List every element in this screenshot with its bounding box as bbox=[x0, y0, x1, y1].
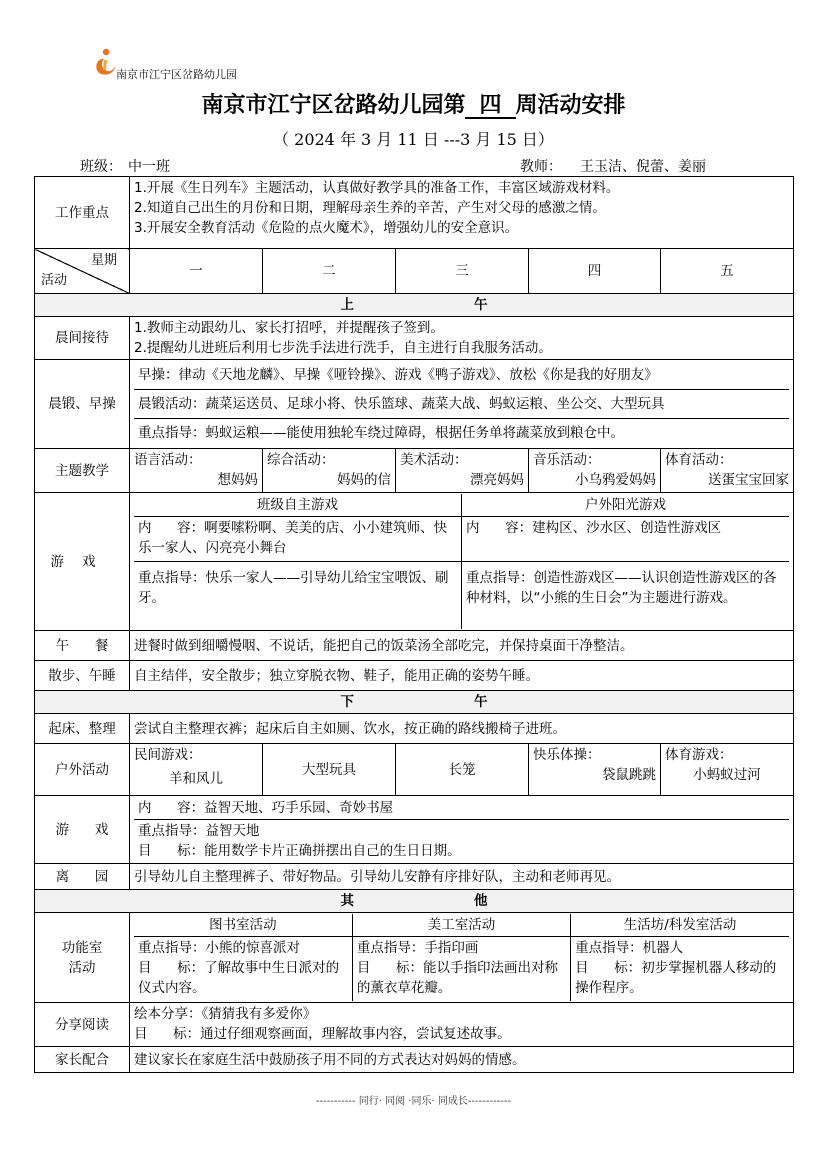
indoor-games-title: 班级自主游戏 bbox=[134, 494, 462, 517]
room-goal-text: 了解故事中生日派对的仪式内容。 bbox=[138, 960, 340, 996]
days-header-row bbox=[35, 249, 794, 294]
indoor-games-guide: 重点指导：快乐一家人——引导幼儿给宝宝喂饭、刷牙。 bbox=[138, 570, 449, 606]
afternoon-section-header bbox=[35, 691, 794, 714]
wake-row bbox=[35, 714, 794, 744]
theme-item bbox=[130, 449, 263, 493]
outdoor-name: 羊和风儿 bbox=[169, 771, 223, 787]
outdoor-item bbox=[529, 744, 661, 796]
nap-row bbox=[35, 661, 794, 691]
games-label-char: 戏 bbox=[94, 821, 109, 838]
nap-content: 自主结伴，安全散步；独立穿脱衣物、鞋子，能用正确的姿势午睡。 bbox=[130, 661, 794, 691]
leave-label bbox=[35, 864, 130, 890]
afternoon-games-label bbox=[35, 796, 130, 864]
afternoon-games-content bbox=[130, 796, 794, 864]
outdoor-type: 民间游戏： bbox=[134, 747, 202, 763]
goal-label: 目 bbox=[575, 960, 589, 976]
room-detail bbox=[571, 937, 789, 1002]
theme-item bbox=[396, 449, 529, 493]
exercise-label: 晨锻、早操 bbox=[35, 360, 130, 449]
afternoon-games-content-line bbox=[134, 797, 789, 820]
rooms-content bbox=[130, 913, 794, 1003]
room-goal bbox=[575, 958, 785, 998]
content-label: 容： bbox=[177, 520, 205, 536]
indoor-content-text: 啊要嗦粉啊、美美的店、小小建筑师、快乐一家人、闪亮亮小舞台 bbox=[138, 520, 448, 556]
title-prefix: 南京市江宁区岔路幼儿园第 bbox=[201, 92, 466, 118]
other-section-row bbox=[35, 890, 794, 913]
leave-content: 引导幼儿自主整理裤子、带好物品。引导幼儿安静有序排好队，主动和老师再见。 bbox=[130, 864, 794, 890]
activity-label: 活动 bbox=[41, 273, 68, 288]
reading-row bbox=[35, 1003, 794, 1047]
outdoor-name: 小蚂蚁过河 bbox=[693, 767, 761, 783]
outdoor-games-guide: 重点指导：创造性游戏区——认识创造性游戏区的各种材料，以“小熊的生日会”为主题进行游戏。 bbox=[462, 562, 790, 630]
room-goal bbox=[138, 958, 348, 998]
theme-item bbox=[263, 449, 396, 493]
theme-type: 体育活动： bbox=[665, 452, 733, 468]
room-guide: 重点指导：小熊的惊喜派对 bbox=[138, 940, 300, 956]
focus-line: 1.开展《生日列车》主题活动，认真做好教学具的准备工作，丰富区域游戏材料。 bbox=[134, 180, 620, 196]
rooms-row bbox=[35, 913, 794, 1003]
footer-slogan: ----------- 同行· 同阅 ·同乐· 同成长------------ bbox=[315, 1096, 512, 1107]
room-detail bbox=[352, 937, 570, 1002]
room-title: 图书室活动 bbox=[134, 914, 352, 937]
parents-label: 家长配合 bbox=[35, 1047, 130, 1073]
games-label: 游戏 bbox=[35, 493, 130, 631]
focus-line: 2.知道自己出生的月份和日期，理解母亲生养的辛苦，产生对父母的感激之情。 bbox=[134, 200, 606, 216]
parents-row bbox=[35, 1047, 794, 1073]
afternoon-section-row bbox=[35, 691, 794, 714]
theme-item bbox=[661, 449, 794, 493]
title-week-number: 四 bbox=[465, 93, 515, 119]
outdoor-item bbox=[396, 744, 529, 796]
rooms-label-line: 功能室 bbox=[61, 939, 103, 956]
theme-type: 美术活动： bbox=[400, 452, 468, 468]
afternoon-games-guide bbox=[134, 820, 789, 863]
reading-goal bbox=[134, 1024, 789, 1044]
wake-label: 起床、整理 bbox=[35, 714, 130, 744]
room-goal-text: 初步掌握机器人移动的操作程序。 bbox=[575, 960, 777, 996]
focus-content bbox=[130, 177, 794, 249]
parents-content: 建议家长在家庭生活中鼓励孩子用不同的方式表达对妈妈的情感。 bbox=[130, 1047, 794, 1073]
morning-section-row bbox=[35, 294, 794, 317]
teacher-value: 王玉洁、倪蕾、姜丽 bbox=[562, 156, 744, 177]
exercise-line: 重点指导：蚂蚁运粮——能使用独轮车绕过障碍，根据任务单将蔬菜放到粮仓中。 bbox=[138, 425, 624, 441]
theme-row bbox=[35, 449, 794, 493]
lunch-row bbox=[35, 631, 794, 661]
theme-type: 音乐活动： bbox=[533, 452, 601, 468]
arrival-content bbox=[130, 317, 794, 360]
goal-label: 目 bbox=[138, 843, 152, 859]
room-title: 美工室活动 bbox=[352, 914, 570, 937]
outdoor-item bbox=[130, 744, 263, 796]
outdoor-name: 长笼 bbox=[448, 761, 476, 778]
day-friday: 五 bbox=[661, 249, 794, 294]
class-value: 中一班 bbox=[122, 156, 188, 177]
section-char: 午 bbox=[474, 297, 488, 313]
afternoon-outdoor-row bbox=[35, 744, 794, 796]
diagonal-header-cell bbox=[35, 249, 130, 294]
afternoon-games-guide-text: 重点指导：益智天地 bbox=[138, 823, 260, 839]
goal-label: 目 bbox=[356, 960, 371, 976]
outdoor-type: 体育游戏： bbox=[665, 747, 733, 763]
exercise-line: 早操：律动《天地龙麟》、早操《哑铃操》、游戏《鸭子游戏》、放松《你是我的好朋友》 bbox=[134, 361, 789, 390]
outdoor-games-title: 户外阳光游戏 bbox=[462, 494, 790, 517]
room-goal-text: 能以手指印法画出对称的薰衣草花瓣。 bbox=[356, 960, 558, 996]
page-title bbox=[0, 88, 827, 119]
goal-label: 标： bbox=[177, 843, 205, 859]
games-label-char: 游 bbox=[55, 821, 70, 838]
outdoor-type: 快乐体操： bbox=[533, 747, 601, 763]
date-range: （ 2024 年 3 月 11 日 ---3 月 15 日） bbox=[273, 130, 554, 149]
focus-line: 3.开展安全教育活动《危险的点火魔术》，增强幼儿的安全意识。 bbox=[134, 220, 519, 236]
afternoon-games-goal bbox=[138, 841, 785, 861]
weekday-label: 星期 bbox=[90, 253, 117, 268]
theme-type: 综合活动： bbox=[267, 452, 335, 468]
leave-label-char: 园 bbox=[94, 868, 109, 885]
morning-section-header bbox=[35, 294, 794, 317]
nap-label: 散步、午睡 bbox=[35, 661, 130, 691]
focus-row bbox=[35, 177, 794, 249]
arrival-line: 1.教师主动跟幼儿、家长打招呼，并提醒孩子签到。 bbox=[134, 320, 444, 336]
theme-name: 妈妈的信 bbox=[337, 472, 391, 488]
games-content bbox=[130, 493, 794, 631]
exercise-row bbox=[35, 360, 794, 449]
morning-games-row bbox=[35, 493, 794, 631]
arrival-line: 2.提醒幼儿进班后利用七步洗手法进行洗手，自主进行自我服务活动。 bbox=[134, 340, 552, 356]
section-char: 其 bbox=[340, 893, 354, 909]
goal-label: 目 bbox=[138, 960, 152, 976]
outdoor-content-text: 建构区、沙水区、创造性游戏区 bbox=[532, 520, 722, 536]
content-label: 容： bbox=[177, 800, 205, 816]
reading-content bbox=[130, 1003, 794, 1047]
room-goal bbox=[357, 958, 566, 998]
focus-label: 工作重点 bbox=[35, 177, 130, 249]
theme-item bbox=[529, 449, 661, 493]
theme-name: 送蛋宝宝回家 bbox=[708, 472, 790, 488]
goal-label: 目 bbox=[134, 1026, 148, 1042]
room-guide: 重点指导：手指印画 bbox=[356, 940, 479, 956]
indoor-games-content bbox=[134, 517, 462, 562]
class-info bbox=[80, 156, 188, 177]
goal-label: 标： bbox=[173, 1026, 201, 1042]
leave-label-char: 离 bbox=[55, 868, 70, 885]
class-label: 班级： bbox=[80, 159, 122, 175]
section-char: 他 bbox=[474, 893, 488, 909]
leave-row bbox=[35, 864, 794, 890]
kindergarten-logo bbox=[92, 46, 242, 82]
teacher-label: 教师： bbox=[520, 159, 562, 175]
day-monday: 一 bbox=[130, 249, 263, 294]
reading-book: 绘本分享：《猜猜我有多爱你》 bbox=[134, 1006, 317, 1022]
theme-name: 小乌鸦爱妈妈 bbox=[575, 472, 656, 488]
goal-label: 标： bbox=[395, 960, 423, 976]
theme-name: 漂亮妈妈 bbox=[470, 472, 524, 488]
afternoon-outdoor-label: 户外活动 bbox=[35, 744, 130, 796]
afternoon-games-goal-text: 能用数学卡片正确拼摆出自己的生日日期。 bbox=[204, 843, 461, 859]
afternoon-games-row bbox=[35, 796, 794, 864]
goal-label: 标： bbox=[177, 960, 205, 976]
theme-label: 主题教学 bbox=[35, 449, 130, 493]
content-label: 内 bbox=[466, 520, 480, 536]
room-title: 生活坊/科发室活动 bbox=[571, 914, 789, 937]
arrival-label: 晨间接待 bbox=[35, 317, 130, 360]
outdoor-item bbox=[263, 744, 396, 796]
day-thursday: 四 bbox=[529, 249, 661, 294]
theme-type: 语言活动： bbox=[134, 452, 202, 468]
room-detail bbox=[134, 937, 352, 1002]
logo-icon bbox=[92, 46, 118, 78]
section-char: 午 bbox=[474, 694, 488, 710]
lunch-label bbox=[35, 631, 130, 661]
reading-label: 分享阅读 bbox=[35, 1003, 130, 1047]
section-char: 上 bbox=[340, 297, 354, 313]
theme-name: 想妈妈 bbox=[217, 472, 258, 488]
content-label: 内 bbox=[138, 800, 152, 816]
afternoon-games-content-text: 益智天地、巧手乐园、奇妙书屋 bbox=[204, 800, 394, 816]
logo-text: 南京市江宁区岔路幼儿园 bbox=[116, 68, 237, 81]
content-label: 内 bbox=[138, 520, 152, 536]
goal-label: 标： bbox=[614, 960, 642, 976]
other-section-header bbox=[35, 890, 794, 913]
rooms-label bbox=[35, 913, 130, 1003]
outdoor-name: 大型玩具 bbox=[302, 761, 356, 778]
wake-content: 尝试自主整理衣裤；起床后自主如厕、饮水，按正确的路线搬椅子进班。 bbox=[130, 714, 794, 744]
reading-goal-text: 通过仔细观察画面，理解故事内容，尝试复述故事。 bbox=[200, 1026, 511, 1042]
exercise-line: 晨锻活动：蔬菜运送员、足球小将、快乐篮球、蔬菜大战、蚂蚁运粮、坐公交、大型玩具 bbox=[134, 390, 789, 419]
exercise-content bbox=[130, 360, 794, 449]
lunch-content: 进餐时做到细嚼慢咽、不说话，能把自己的饭菜汤全部吃完，并保持桌面干净整洁。 bbox=[130, 631, 794, 661]
arrival-row bbox=[35, 317, 794, 360]
content-label: 容： bbox=[505, 520, 533, 536]
room-guide: 重点指导：机器人 bbox=[575, 940, 684, 956]
rooms-label-line: 活动 bbox=[68, 959, 96, 976]
outdoor-item bbox=[661, 744, 794, 796]
title-suffix: 周活动安排 bbox=[515, 92, 626, 118]
lunch-label-char: 餐 bbox=[94, 637, 109, 654]
day-tuesday: 二 bbox=[263, 249, 396, 294]
outdoor-name: 袋鼠跳跳 bbox=[602, 767, 656, 783]
teacher-info bbox=[520, 156, 744, 177]
section-char: 下 bbox=[340, 694, 354, 710]
lunch-label-char: 午 bbox=[55, 637, 70, 654]
schedule-table bbox=[34, 176, 794, 1073]
outdoor-games-content bbox=[462, 517, 790, 562]
day-wednesday: 三 bbox=[396, 249, 529, 294]
